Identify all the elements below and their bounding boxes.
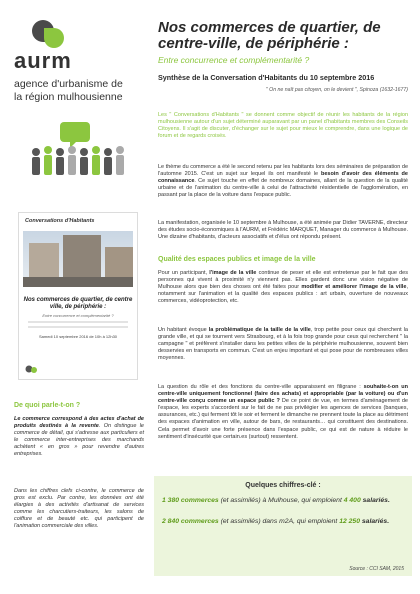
poster-title: Nos commerces de quartier, de centre ville, de périphérie : xyxy=(23,297,133,310)
sidebar-heading: De quoi parle-t-on ? xyxy=(14,402,81,409)
event-poster xyxy=(18,212,138,380)
epigraph-quote: " On ne naît pas citoyen, on le devient ", Spinoza (1632-1677) xyxy=(265,87,408,93)
logo-line-2: la région mulhousienne xyxy=(14,91,123,103)
logo-line-1: agence d'urbanisme de xyxy=(14,78,123,90)
poster-photo xyxy=(23,231,133,287)
logo-subtitle xyxy=(14,78,144,104)
sidebar-paragraph-1: Le commerce correspond à des actes d'achat de produits destinés à la revente. On distingue le commerce de détail, qui s'adresse aux particuliers et le commerce inter-entreprises des marchands achètent « en gros » pour revendre d'autres entreprises. xyxy=(14,416,144,458)
poster-logo-icon xyxy=(25,365,39,373)
page-subtitle: Entre concurrence et complémentarité ? xyxy=(158,55,310,65)
intro-paragraph-3: La manifestation, organisée le 10 septembre à Mulhouse, a été animée par Didier TAVERNE, directeur des études socio-économiques à l'AURM, et Frédéric MARQUET, Manager du commerce à Mulhouse. Une dizaine d'habitants, d'acteurs associatifs et d'élus ont répondu présent. xyxy=(158,220,408,241)
logo-mark-icon xyxy=(32,20,66,48)
key-figures-heading: Quelques chiffres-clé : xyxy=(245,482,321,489)
section-paragraph-3: La question du rôle et des fonctions du centre-ville apparaissent en filigrane : souhaite-t-on un centre-ville uniquement fonctionnel (faire des achats) et appropriable (par la voiture) ou d'un centre-ville conçu comme un espace public ? De ce point de vue, en termes d'aménagement de l'espace, les experts s'accordent sur le fait de ne pas privilégier les agences de services (banques, assurances, etc.) qui ferment tôt le soir et ferment le dimanche ne prennent toute la place au détriment des espaces d'animation en ville, autour de bars, de restaurants… qui constituent des destinations. Cela permet d'avoir une forte présence dans l'espace public, ce qui est de nature à réduire le sentiment d'insécurité que certain.es (surtout) ressentent. xyxy=(158,384,408,440)
section-heading: Qualité des espaces publics et image de la ville xyxy=(158,256,316,263)
people-illustration-icon xyxy=(26,122,134,182)
poster-subtitle: Entre concurrence et complémentarité ? xyxy=(42,313,114,318)
intro-paragraph-1: Les " Conversations d'Habitants " se donnent comme objectif de réunir les habitants de la région mulhousienne autour d'un sujet déterminé auparavant par un panel d'habitants membres des Conseils Citoyens. Il s'agit de discuter, d'échanger sur le sujet pour mieux le comprendre, dans une logique de forum et de regards croisés. xyxy=(158,112,408,140)
page-title: Nos commerces de quartier, de centre-ville, de périphérie : xyxy=(158,19,381,52)
section-paragraph-2: Un habitant évoque la problématique de la taille de la ville, trop petite pour ceux qui cherchent la grande ville, et qui se tournent vers Strasbourg, et à la fois trop grande pour ceux qui recherchent " la campagne " et préfèrent s'installer dans les petites villes de la périphérie mulhousienne, souvent bien desservies en transports en commun. C'est un enjeu important et qui pose pour de nombreuses villes moyennes. xyxy=(158,327,408,362)
poster-date: Samedi 10 septembre 2016 de 10h à 12h30 xyxy=(38,334,118,339)
intro-paragraph-2: Le thème du commerce a été le second retenu par les habitants lors des séminaires de préparation de l'automne 2015. C'est un sujet sur lequel ils ont manifesté le besoin d'avoir des éléments de connaissance. Ce sujet touche en effet de nombreux domaines, allant de la question de la qualité urbaine et de l'animation du centre-ville à celui de l'attractivité résidentielle de l'agglomération, en passant par la place de la voiture dans l'espace public. xyxy=(158,164,408,199)
key-figure-mulhouse: 1 380 commerces (et assimilés) à Mulhouse, qui emploient 4 400 salariés. xyxy=(162,497,390,504)
sidebar-paragraph-2: Dans les chiffres clefs ci-contre, le commerce de gros est exclu. Par contre, les données ont été élargies à des activités d'artisanat de services comme les charcutiers-traiteurs, les salons de coiffure et de beauté etc. qui participent de l'animation commerciale des villes. xyxy=(14,488,144,530)
poster-divider xyxy=(28,321,128,323)
poster-divider xyxy=(28,326,128,328)
logo-word: aurm xyxy=(14,48,72,73)
aurm-logo xyxy=(14,20,144,104)
poster-header: Conversations d'Habitants xyxy=(25,218,95,224)
key-figure-m2a: 2 840 commerces (et assimilés) dans m2A, qui emploient 12 250 salariés. xyxy=(162,518,390,525)
synthese-line: Synthèse de la Conversation d'Habitants du 10 septembre 2016 xyxy=(158,73,375,82)
key-figures-box xyxy=(154,476,412,576)
section-paragraph-1: Pour un participant, l'image de la ville continue de peser et elle est entretenue par le fait que des personnes qui vivent à proximité n'y viennent pas. Elles gardent donc une vision négative de Mulhouse alors que bien des choses ont été faites pour modifier et améliorer l'image de la ville, notamment sur l'animation et la qualité des espaces publics : art urbain, ouverture de nouveaux commerces, vidéoprotection, etc. xyxy=(158,270,408,305)
key-figures-source: Source : CCI SAM, 2015 xyxy=(349,566,404,572)
